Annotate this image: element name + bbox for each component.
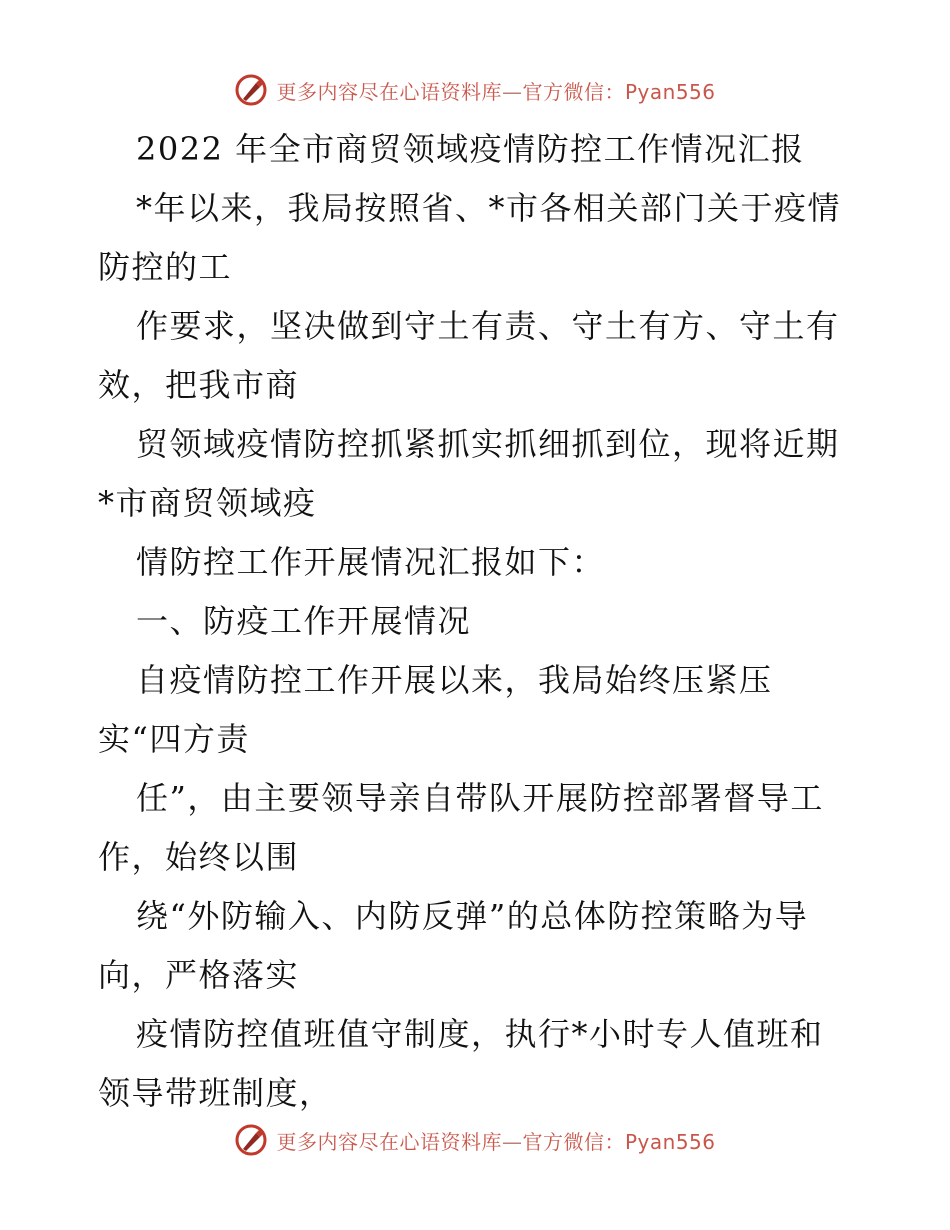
watermark-wechat-id: Pyan556 — [624, 1129, 716, 1154]
paragraph-line: 领导带班制度， — [98, 1074, 333, 1112]
paragraph-line: 情防控工作开展情况汇报如下： — [136, 543, 606, 581]
paragraph-line: 向，严格落实 — [98, 956, 300, 994]
watermark-dash: — — [501, 1129, 523, 1154]
paragraph-line: 任”，由主要领导亲自带队开展防控部署督导工 — [136, 779, 824, 817]
watermark-wechat-id: Pyan556 — [624, 79, 716, 104]
paragraph-line: 防控的工 — [98, 248, 233, 286]
watermark-site-text: 更多内容尽在心语资料库 — [276, 79, 502, 104]
paragraph-line: 作，始终以围 — [98, 838, 300, 876]
header-watermark-banner — [0, 70, 950, 110]
paragraph-line: 绕“外防输入、内防反弹”的总体防控策略为导 — [136, 897, 809, 935]
paragraph-line: 实“四方责 — [98, 720, 250, 758]
paragraph-line: 贸领域疫情防控抓紧抓实抓细抓到位，现将近期 — [136, 425, 840, 463]
document-title: 2022 年全市商贸领域疫情防控工作情况汇报 — [136, 130, 805, 168]
paragraph-line: 效，把我市商 — [98, 366, 300, 404]
watermark-dash: — — [501, 79, 523, 104]
paragraph-line: 疫情防控值班值守制度，执行*小时专人值班和 — [136, 1015, 824, 1053]
section-heading: 一、防疫工作开展情况 — [136, 602, 472, 640]
pen-nib-circle-icon — [234, 73, 268, 107]
watermark-site-text: 更多内容尽在心语资料库 — [276, 1129, 502, 1154]
pen-nib-circle-icon — [234, 1123, 268, 1157]
footer-watermark-banner — [0, 1120, 950, 1160]
document-body — [98, 120, 858, 1123]
paragraph-line: *市商贸领域疫 — [98, 484, 317, 522]
watermark-wechat-label: 官方微信： — [522, 79, 625, 104]
watermark-text — [276, 76, 715, 105]
paragraph-line: 自疫情防控工作开展以来，我局始终压紧压 — [136, 661, 773, 699]
paragraph-line: 作要求，坚决做到守土有责、守土有方、守土有 — [136, 307, 840, 345]
paragraph-line: *年以来，我局按照省、*市各相关部门关于疫情 — [136, 189, 842, 227]
watermark-wechat-label: 官方微信： — [522, 1129, 625, 1154]
watermark-text — [276, 1126, 715, 1155]
